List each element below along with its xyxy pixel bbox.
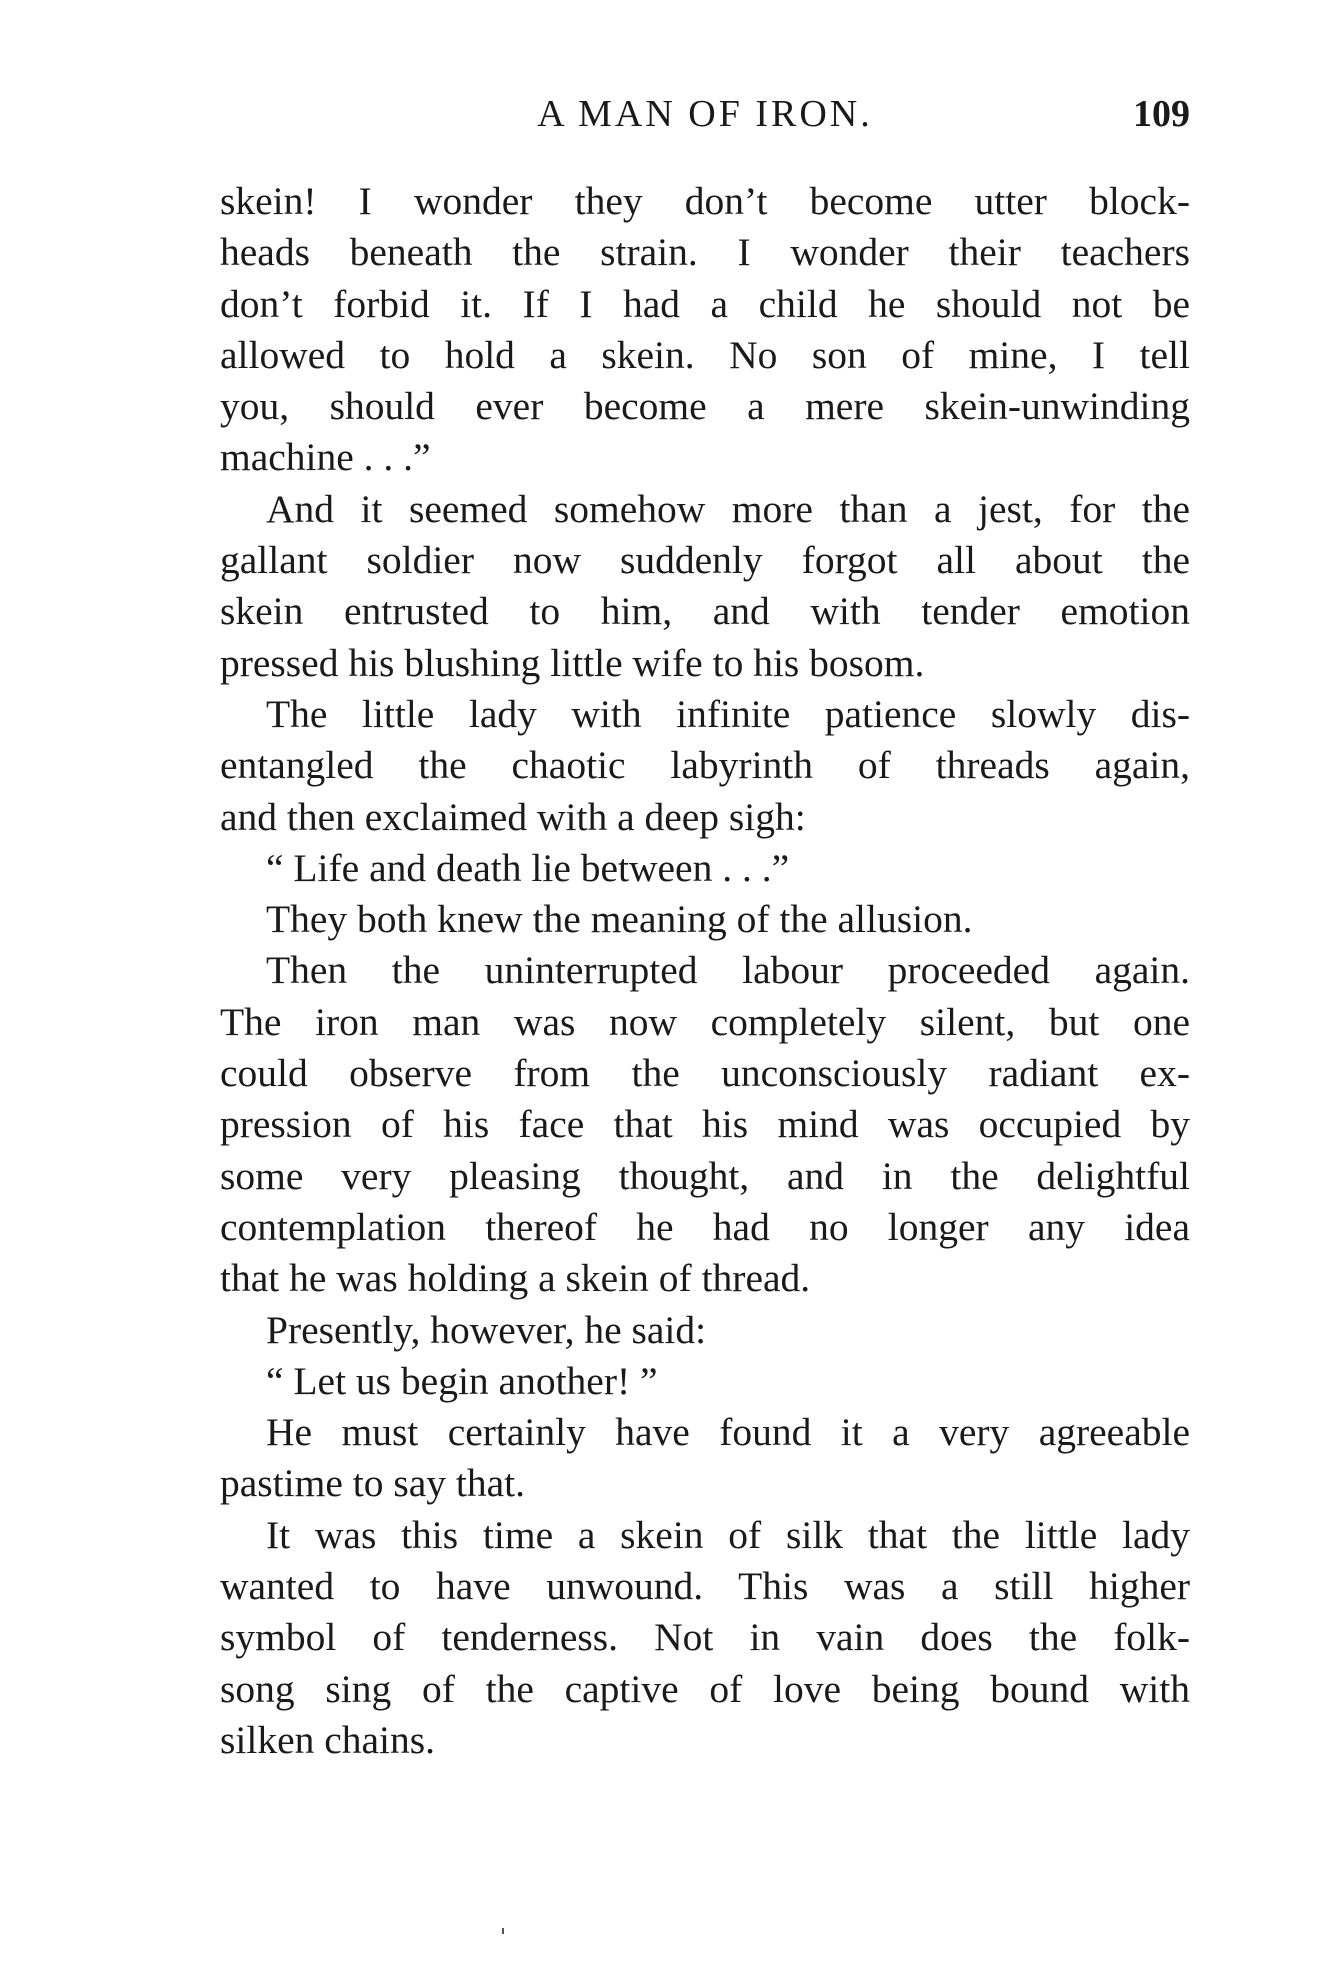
text-line: The little lady with infinite patience slowly dis-	[266, 691, 1190, 736]
text-line: “ Life and death lie between . . .”	[266, 845, 790, 890]
text-line: don’t forbid it. If I had a child he should not be	[220, 281, 1190, 326]
text-line: They both knew the meaning of the allusion.	[266, 897, 973, 942]
text-line: you, should ever become a mere skein-unwinding	[220, 384, 1190, 429]
text-line: some very pleasing thought, and in the delightful	[220, 1153, 1190, 1198]
text-line: pastime to say that.	[220, 1461, 525, 1506]
text-line: Then the uninterrupted labour proceeded again.	[266, 948, 1190, 993]
text-line: It was this time a skein of silk that the little lady	[266, 1512, 1190, 1557]
text-line: symbol of tenderness. Not in vain does the folk-	[220, 1615, 1190, 1660]
body-text	[220, 176, 1190, 1766]
text-line: pression of his face that his mind was occupied by	[220, 1102, 1190, 1147]
text-line: skein! I wonder they don’t become utter block-	[220, 179, 1190, 223]
text-line: and then exclaimed with a deep sigh:	[220, 794, 806, 839]
text-line: that he was holding a skein of thread.	[220, 1256, 811, 1301]
text-line: contemplation thereof he had no longer any idea	[220, 1204, 1190, 1249]
text-line: Presently, however, he said:	[266, 1307, 707, 1352]
text-line: entangled the chaotic labyrinth of threads again,	[220, 743, 1190, 788]
running-head	[220, 92, 1190, 142]
text-line: machine . . .”	[220, 435, 431, 480]
text-line: “ Let us begin another! ”	[266, 1358, 658, 1403]
text-line: The iron man was now completely silent, but one	[220, 999, 1190, 1044]
text-line: skein entrusted to him, and with tender emotion	[220, 589, 1190, 634]
text-line: song sing of the captive of love being bound with	[220, 1666, 1190, 1711]
text-line: He must certainly have found it a very agreeable	[266, 1410, 1190, 1455]
page-number: 109	[1133, 93, 1190, 135]
text-line: wanted to have unwound. This was a still higher	[220, 1564, 1190, 1609]
text-line: could observe from the unconsciously radiant ex-	[220, 1051, 1190, 1096]
scan-speck	[502, 1928, 504, 1934]
text-line: allowed to hold a skein. No son of mine, I tell	[220, 332, 1190, 377]
text-line: heads beneath the strain. I wonder their teachers	[220, 230, 1190, 275]
text-line: gallant soldier now suddenly forgot all about the	[220, 538, 1190, 583]
text-line: And it seemed somehow more than a jest, for the	[266, 486, 1190, 531]
running-title: A MAN OF IRON.	[537, 93, 873, 135]
text-line: pressed his blushing little wife to his bosom.	[220, 640, 925, 685]
text-line: silken chains.	[220, 1717, 436, 1762]
